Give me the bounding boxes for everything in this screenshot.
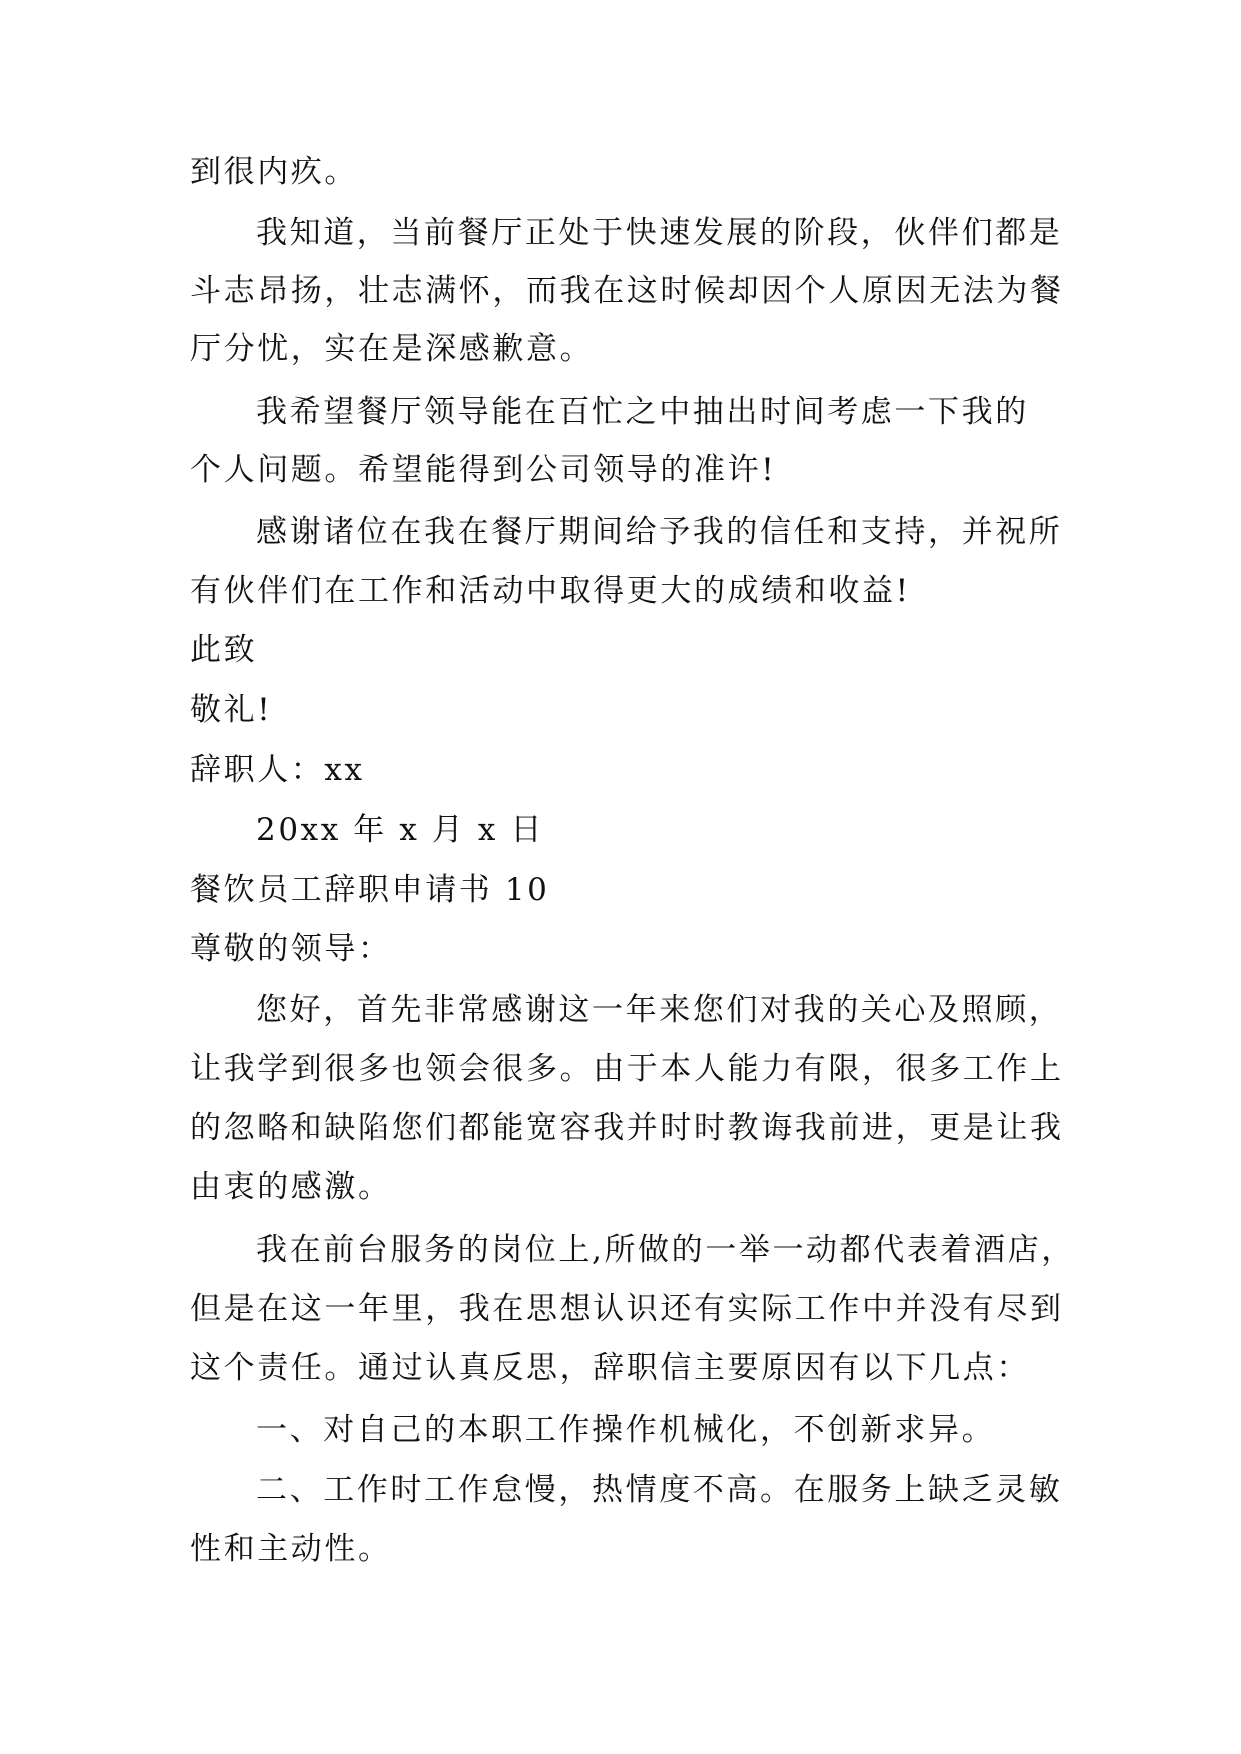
paragraph-line: 但是在这一年里，我在思想认识还有实际工作中并没有尽到 xyxy=(190,1291,1064,1327)
greeting: 尊敬的领导： xyxy=(190,931,392,967)
paragraph-line: 性和主动性。 xyxy=(190,1531,392,1567)
signature-line: 辞职人：xx xyxy=(190,752,365,788)
paragraph-line: 这个责任。通过认真反思，辞职信主要原因有以下几点： xyxy=(190,1350,1030,1386)
paragraph-line: 的忽略和缺陷您们都能宽容我并时时教诲我前进，更是让我 xyxy=(190,1110,1064,1146)
closing-salutation: 此致 xyxy=(190,632,258,668)
paragraph-line: 斗志昂扬，壮志满怀，而我在这时候却因个人原因无法为餐 xyxy=(190,273,1064,309)
paragraph-line: 我希望餐厅领导能在百忙之中抽出时间考虑一下我的 xyxy=(256,394,1029,430)
paragraph-line: 到很内疚。 xyxy=(190,154,358,190)
paragraph-line: 个人问题。希望能得到公司领导的准许! xyxy=(190,452,777,488)
paragraph-line: 您好，首先非常感谢这一年来您们对我的关心及照顾， xyxy=(256,992,1063,1028)
date-line: 20xx 年 x 月 x 日 xyxy=(256,812,545,848)
paragraph-line: 我在前台服务的岗位上,所做的一举一动都代表着酒店， xyxy=(256,1232,1075,1268)
paragraph-line: 有伙伴们在工作和活动中取得更大的成绩和收益! xyxy=(190,573,911,609)
list-item: 二、工作时工作怠慢，热情度不高。在服务上缺乏灵敏 xyxy=(256,1472,1063,1508)
closing-regards: 敬礼! xyxy=(190,692,273,728)
paragraph-line: 我知道，当前餐厅正处于快速发展的阶段，伙伴们都是 xyxy=(256,215,1063,251)
paragraph-line: 感谢诸位在我在餐厅期间给予我的信任和支持，并祝所 xyxy=(256,514,1063,550)
paragraph-line: 厅分忧，实在是深感歉意。 xyxy=(190,331,594,367)
paragraph-line: 让我学到很多也领会很多。由于本人能力有限，很多工作上 xyxy=(190,1051,1064,1087)
paragraph-line: 由衷的感激。 xyxy=(190,1169,392,1205)
list-item: 一、对自己的本职工作操作机械化，不创新求异。 xyxy=(256,1412,996,1448)
section-title: 餐饮员工辞职申请书 10 xyxy=(190,872,550,908)
